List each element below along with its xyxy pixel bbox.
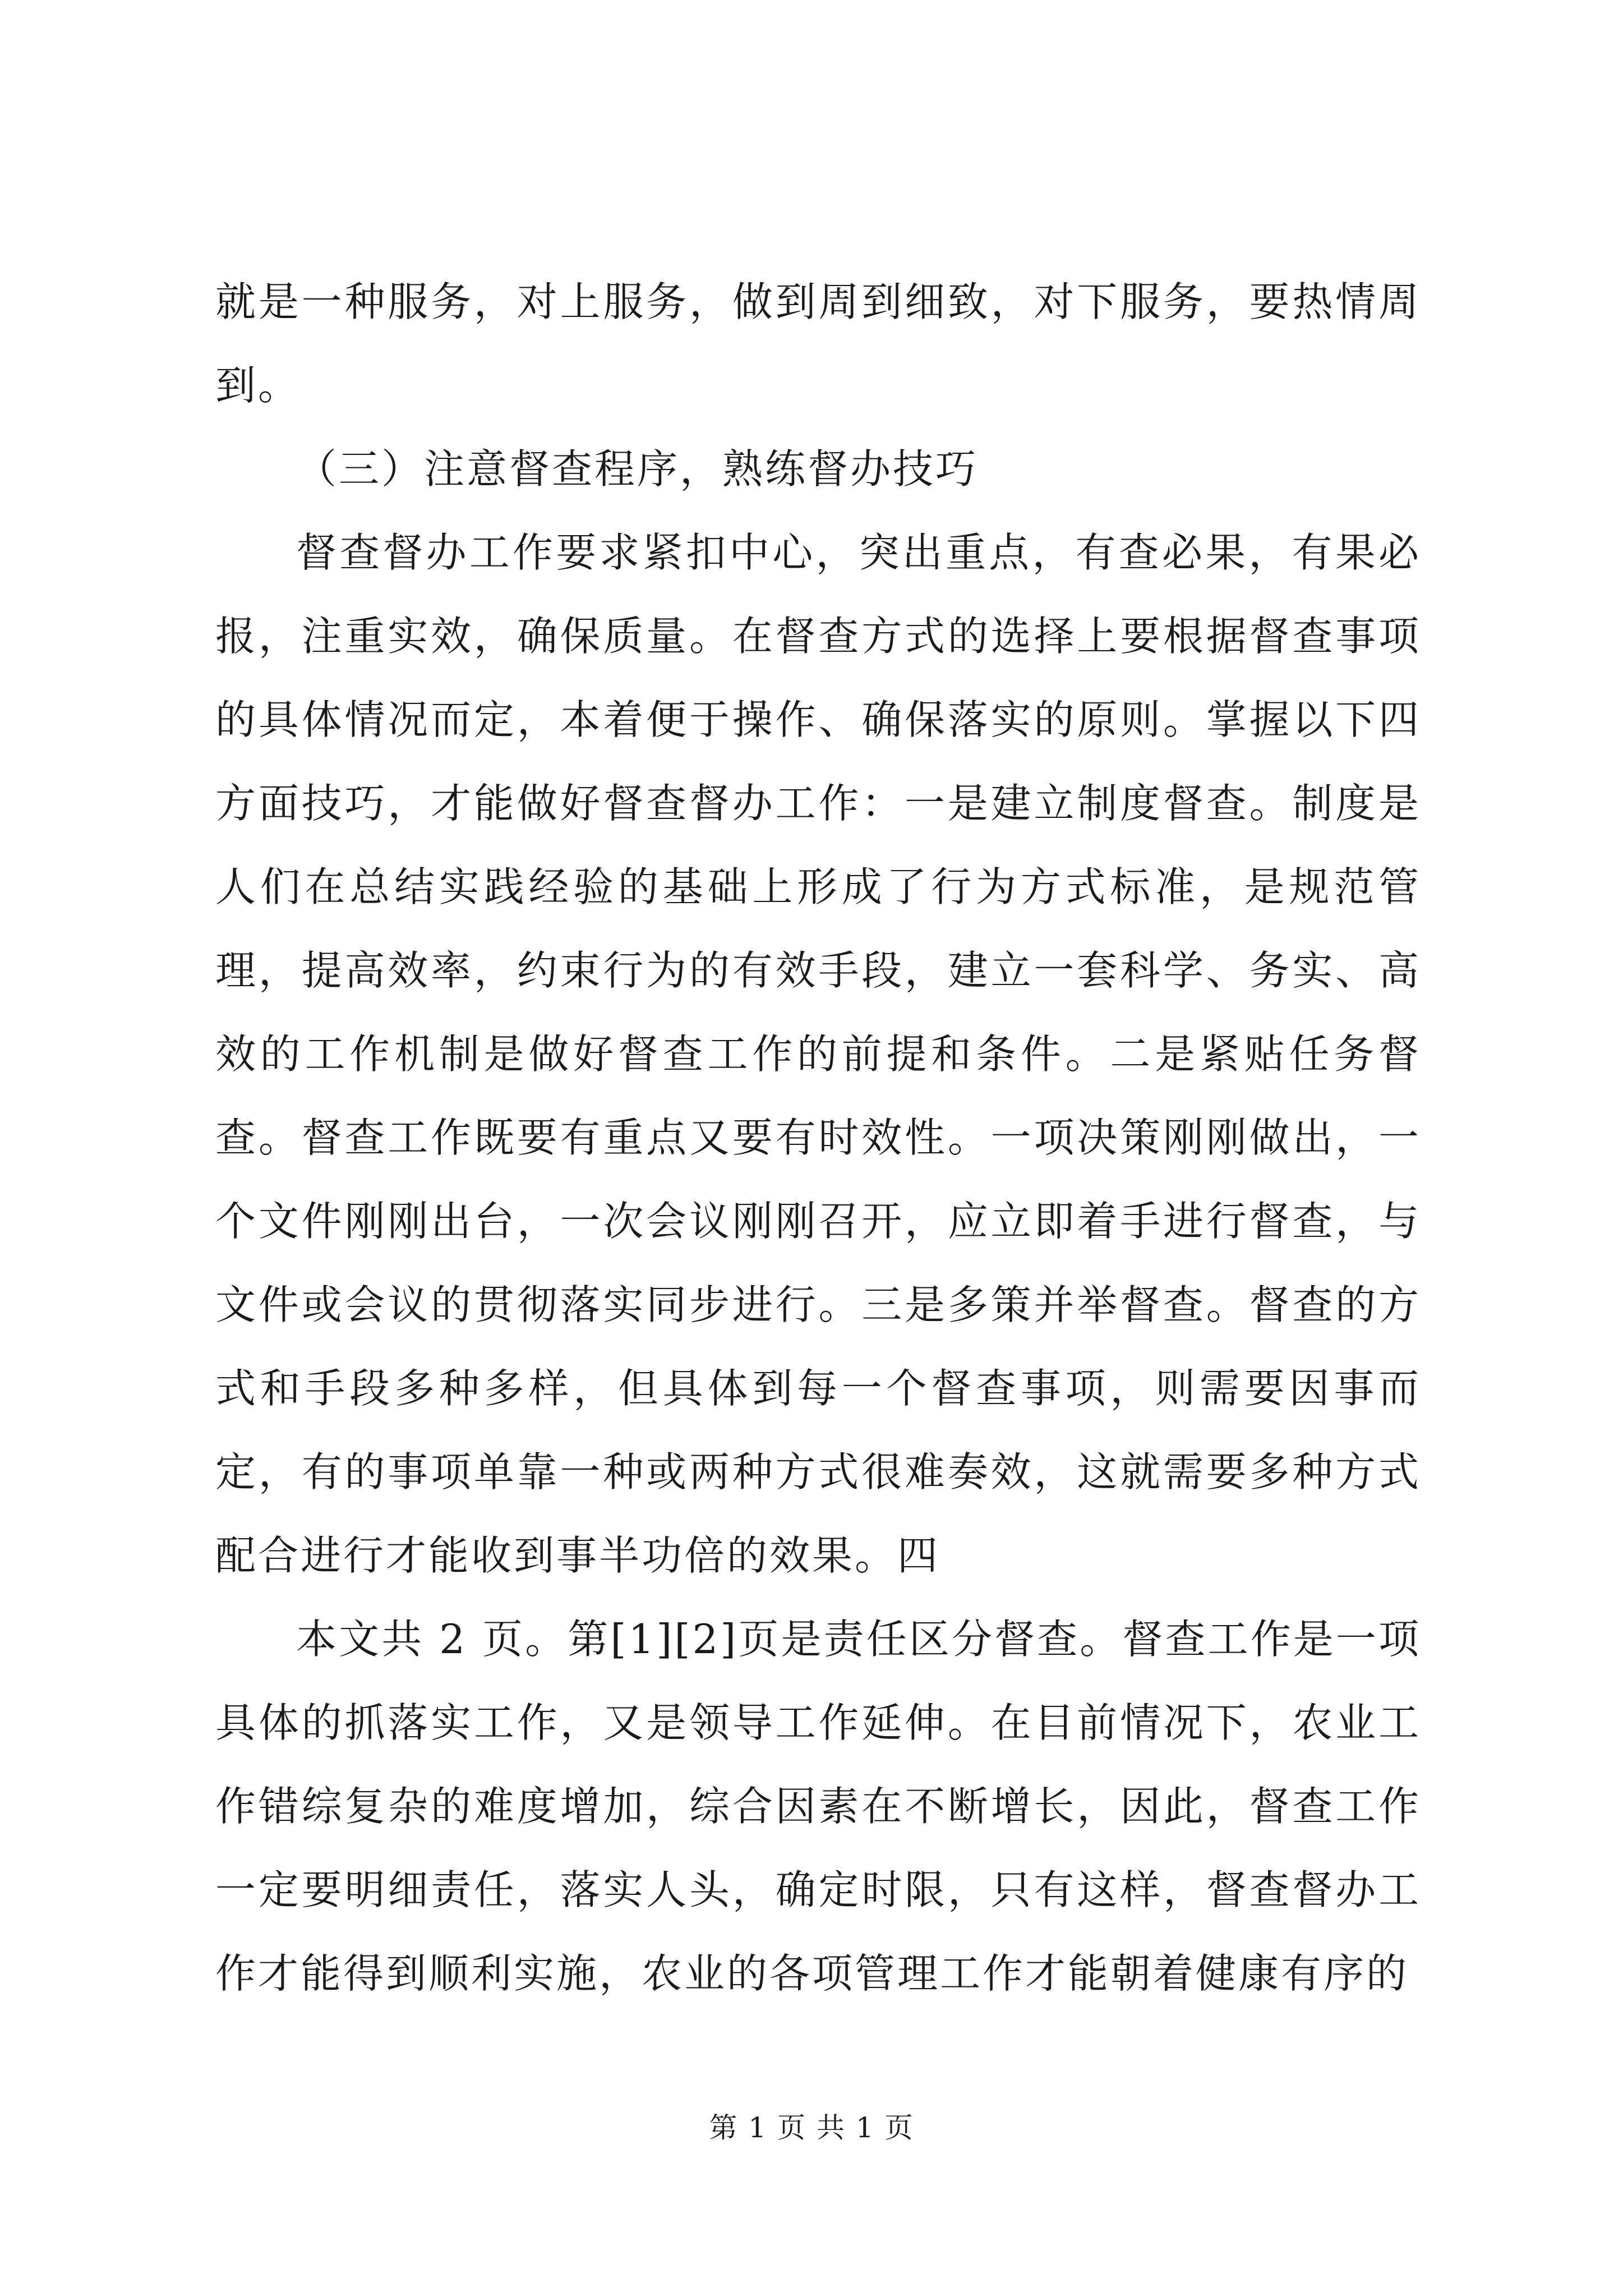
paragraph-body: 本文共 2 页。第[1][2]页是责任区分督查。督查工作是一项具体的抓落实工作，又是领导工作延伸。在目前情况下，农业工作错综复杂的难度增加，综合因素在不断增长，因此，督查工作一定要明细责任，落实人头，确定时限，只有这样，督查督办工作才能得到顺利实施，农业的各项管理工作才能朝着健康有序的 [215, 1616, 1421, 1997]
paragraph-continuation: 就是一种服务，对上服务，做到周到细致，对下服务，要热情周到。 [215, 278, 1421, 409]
paragraph-body: 督查督办工作要求紧扣中心，突出重点，有查必果，有果必报，注重实效，确保质量。在督查方式的选择上要根据督查事项的具体情况而定，本着便于操作、确保落实的原则。掌握以下四方面技巧，才能做好督查督办工作：一是建立制度督查。制度是人们在总结实践经验的基础上形成了行为方式标准，是规范管理，提高效率，约束行为的有效手段，建立一套科学、务实、高效的工作机制是做好督查工作的前提和条件。二是紧贴任务督查。督查工作既要有重点又要有时效性。一项决策刚刚做出，一个文件刚刚出台，一次会议刚刚召开，应立即着手进行督查，与文件或会议的贯彻落实同步进行。三是多策并举督查。督查的方式和手段多种多样，但具体到每一个督查事项，则需要因事而定，有的事项单靠一种或两种方式很难奏效，这就需要多种方式配合进行才能收到事半功倍的效果。四 [215, 529, 1421, 1579]
page-footer: 第 1 页 共 1 页 [709, 2111, 914, 2144]
document-body [215, 260, 1421, 2016]
section-heading: （三）注意督查程序，熟练督办技巧 [296, 445, 979, 493]
